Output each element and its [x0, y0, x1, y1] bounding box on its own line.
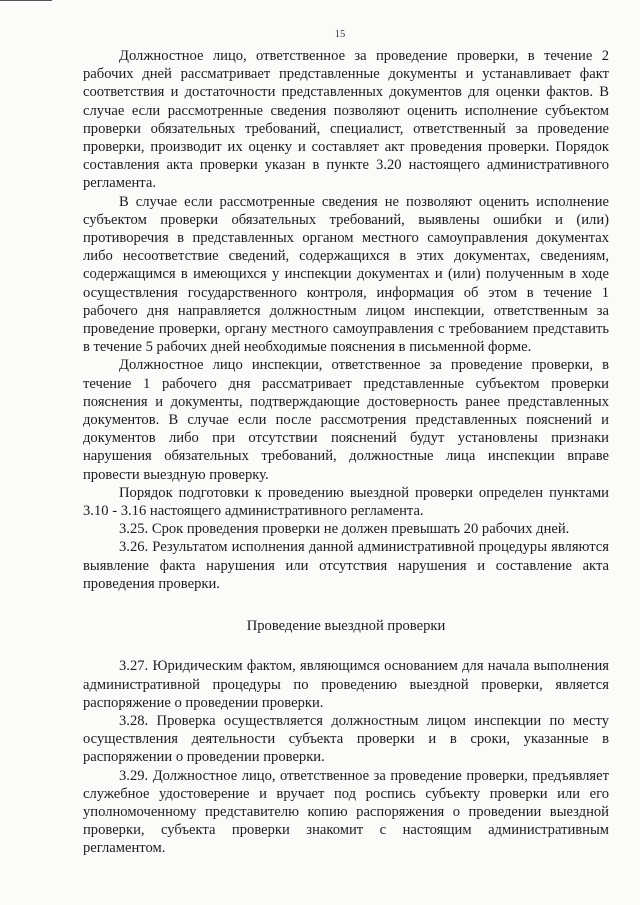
paragraph-3-26: 3.26. Результатом исполнения данной административной процедуры являются выявление факта нарушения или отсутствия нарушения и составление акта проведения проверки.: [83, 539, 609, 592]
document-body: [83, 47, 609, 858]
paragraph-3-28: 3.28. Проверка осуществляется должностным лицом инспекции по месту осуществления деятельности субъекта проверки и в сроки, указанные в распоряжении о проведении проверки.: [83, 712, 609, 766]
paragraph-3-25: 3.25. Срок проведения проверки не должен превышать 20 рабочих дней.: [119, 521, 570, 538]
paragraph-preparation-order: Порядок подготовки к проведению выездной проверки определен пунктами 3.10 - 3.16 настоящего административного регламента.: [83, 484, 609, 520]
paragraph-consider-explanations: Должностное лицо инспекции, ответственное за проведение проверки, в течение 1 рабочего дня рассматривает представленные субъектом проверки пояснения и документы, подтверждающие достоверность ранее представленных документов. В случае если после рассмотрения представленных пояснений и документов либо при отсутствии пояснений будут установлены признаки нарушения обязательных требований, должностные лица инспекции вправе провести выездную проверку.: [83, 357, 609, 483]
page-number: 15: [334, 29, 346, 40]
scan-edge-mark: [0, 0, 52, 1]
paragraph-review-documents: Должностное лицо, ответственное за проведение проверки, в течение 2 рабочих дней рассматривает представленные документы и устанавливает факт соответствия и достаточности представленных документов для оценки фактов. В случае если рассмотренные сведения позволяют оценить исполнение субъектом проверки обязательных требований, специалист, ответственный за проведение проверки, производит их оценку и составляет акт проведения проверки. Порядок составления акта проверки указан в пункте 3.20 настоящего административного регламента.: [83, 48, 609, 192]
paragraph-3-29: 3.29. Должностное лицо, ответственное за проведение проверки, предъявляет служебное удостоверение и вручает под роспись субъекту проверки или его уполномоченному представителю копию распоряжения о проведении выездной проверки, субъекта проверки знакомит с настоящим административным регламентом.: [83, 767, 609, 857]
paragraph-request-explanations: В случае если рассмотренные сведения не позволяют оценить исполнение субъектом проверки обязательных требований, выявлены ошибки и (или) противоречия в представленных органом местного самоуправления документах либо несоответствие сведений, содержащихся в этих документах, сведениям, содержащимся в имеющихся у инспекции документах и (или) полученным в ходе осуществления государственного контроля, информация об этом в течение 1 рабочего дня направляется должностным лицом инспекции, ответственным за проведение проверки, органу местного самоуправления с требованием представить в течение 5 рабочих дней необходимые пояснения в письменной форме.: [83, 193, 609, 356]
section-heading: Проведение выездной проверки: [246, 618, 446, 635]
paragraph-3-27: 3.27. Юридическим фактом, являющимся основанием для начала выполнения административной процедуры по проведению выездной проверки, является распоряжение о проведении проверки.: [83, 658, 609, 711]
